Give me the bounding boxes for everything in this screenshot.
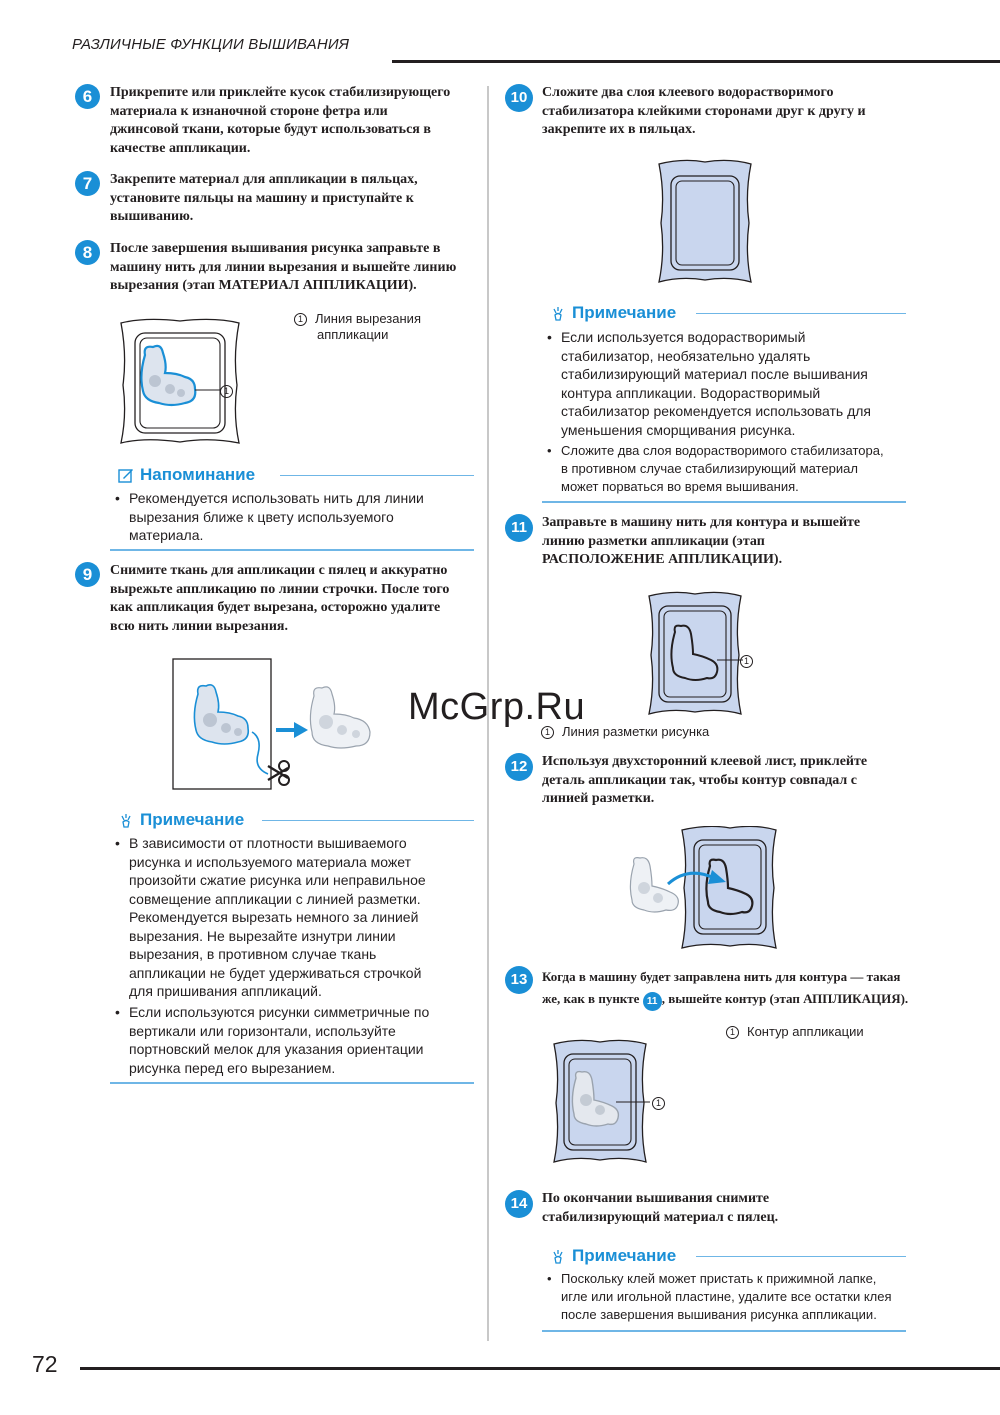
cut-applique-illustration xyxy=(172,658,382,790)
note-right1-title-rule xyxy=(696,313,906,314)
step-text: Закрепите материал для аппликации в пяльцах, установите пяльцы на машину и приступайте к вышиванию. xyxy=(110,172,418,224)
step-number-badge: 6 xyxy=(75,84,100,109)
note-right2-bottom-rule xyxy=(542,1330,906,1332)
note-right1-bottom-rule xyxy=(542,501,906,503)
step-number-badge: 8 xyxy=(75,240,100,265)
stabilizer-hoop-illustration xyxy=(655,158,755,288)
step-text: Снимите ткань для аппликации с пялец и аккуратно вырежьте аппликацию по линии строчки. После того как аппликация будет вырезана, осторожно удалите всю нить линии вырезания. xyxy=(110,563,450,634)
callout-applique-outline: 1 Контур аппликации xyxy=(726,1024,864,1040)
lightbulb-note-icon xyxy=(118,812,134,828)
page-number: 72 xyxy=(32,1351,58,1377)
step-number-badge: 14 xyxy=(505,1190,533,1218)
running-header: РАЗЛИЧНЫЕ ФУНКЦИИ ВЫШИВАНИЯ xyxy=(72,36,350,53)
note-left-title-rule xyxy=(262,820,474,821)
reminder-title-rule xyxy=(280,475,474,476)
step-number-badge: 10 xyxy=(505,84,533,112)
glue-applique-illustration xyxy=(628,826,780,952)
step-number-badge: 7 xyxy=(75,171,100,196)
pencil-note-icon xyxy=(118,467,134,483)
note-left-title: Примечание xyxy=(118,810,244,830)
placement-line-illustration xyxy=(645,590,745,720)
callout-cutting-line: 1 Линия вырезания аппликации xyxy=(294,311,421,343)
step-text: Заправьте в машину нить для контура и вышейте линию разметки аппликации (этап РАСПОЛОЖЕНИЕ АППЛИКАЦИИ). xyxy=(542,515,861,567)
figure-callout-mark: 1 xyxy=(740,653,761,669)
watermark: McGrp.Ru xyxy=(408,686,586,728)
reminder-title: Напоминание xyxy=(118,465,255,485)
callout-placement-line: 1 Линия разметки рисунка xyxy=(541,724,709,740)
step-text: Когда в машину будет заправлена нить для контура — такая же, как в пункте 11 , вышейте контур (этап АППЛИКАЦИЯ). xyxy=(542,966,922,1011)
figure-callout-mark: 1 xyxy=(220,383,241,399)
step-reference-badge: 11 xyxy=(643,992,662,1011)
step-text: Прикрепите или приклейте кусок стабилизирующего материала к изнаночной стороне фетра или джинсовой ткани, которые будут использоваться в качестве аппликации. xyxy=(110,85,451,156)
step-text: Сложите два слоя клеевого водорастворимого стабилизатора клейкими сторонами друг к другу и закрепите их в пяльцах. xyxy=(542,85,866,137)
step-number-badge: 9 xyxy=(75,562,100,587)
footer-rule xyxy=(80,1367,1000,1370)
note-right1-title: Примечание xyxy=(550,303,676,323)
reminder-bottom-rule xyxy=(110,549,474,551)
note-left-bottom-rule xyxy=(110,1082,474,1084)
step-text: По окончании вышивания снимите стабилизирующий материал с пялец. xyxy=(542,1191,779,1225)
step-number-badge: 12 xyxy=(505,753,533,781)
step-number-badge: 13 xyxy=(505,966,533,994)
step-text: Используя двухсторонний клеевой лист, приклейте деталь аппликации так, чтобы контур совпадал с линией разметки. xyxy=(542,754,868,806)
note-right2-title-rule xyxy=(696,1256,906,1257)
note-right2-title: Примечание xyxy=(550,1246,676,1266)
figure-callout-mark: 1 xyxy=(652,1095,673,1111)
header-rule xyxy=(392,60,1000,63)
applique-outline-illustration xyxy=(550,1038,650,1168)
lightbulb-note-icon xyxy=(550,1248,566,1264)
step-text: После завершения вышивания рисунка заправьте в машину нить для линии вырезания и вышейте линию вырезания (этап МАТЕРИАЛ АППЛИКАЦИИ). xyxy=(110,241,457,293)
step-number-badge: 11 xyxy=(505,514,533,542)
lightbulb-note-icon xyxy=(550,305,566,321)
